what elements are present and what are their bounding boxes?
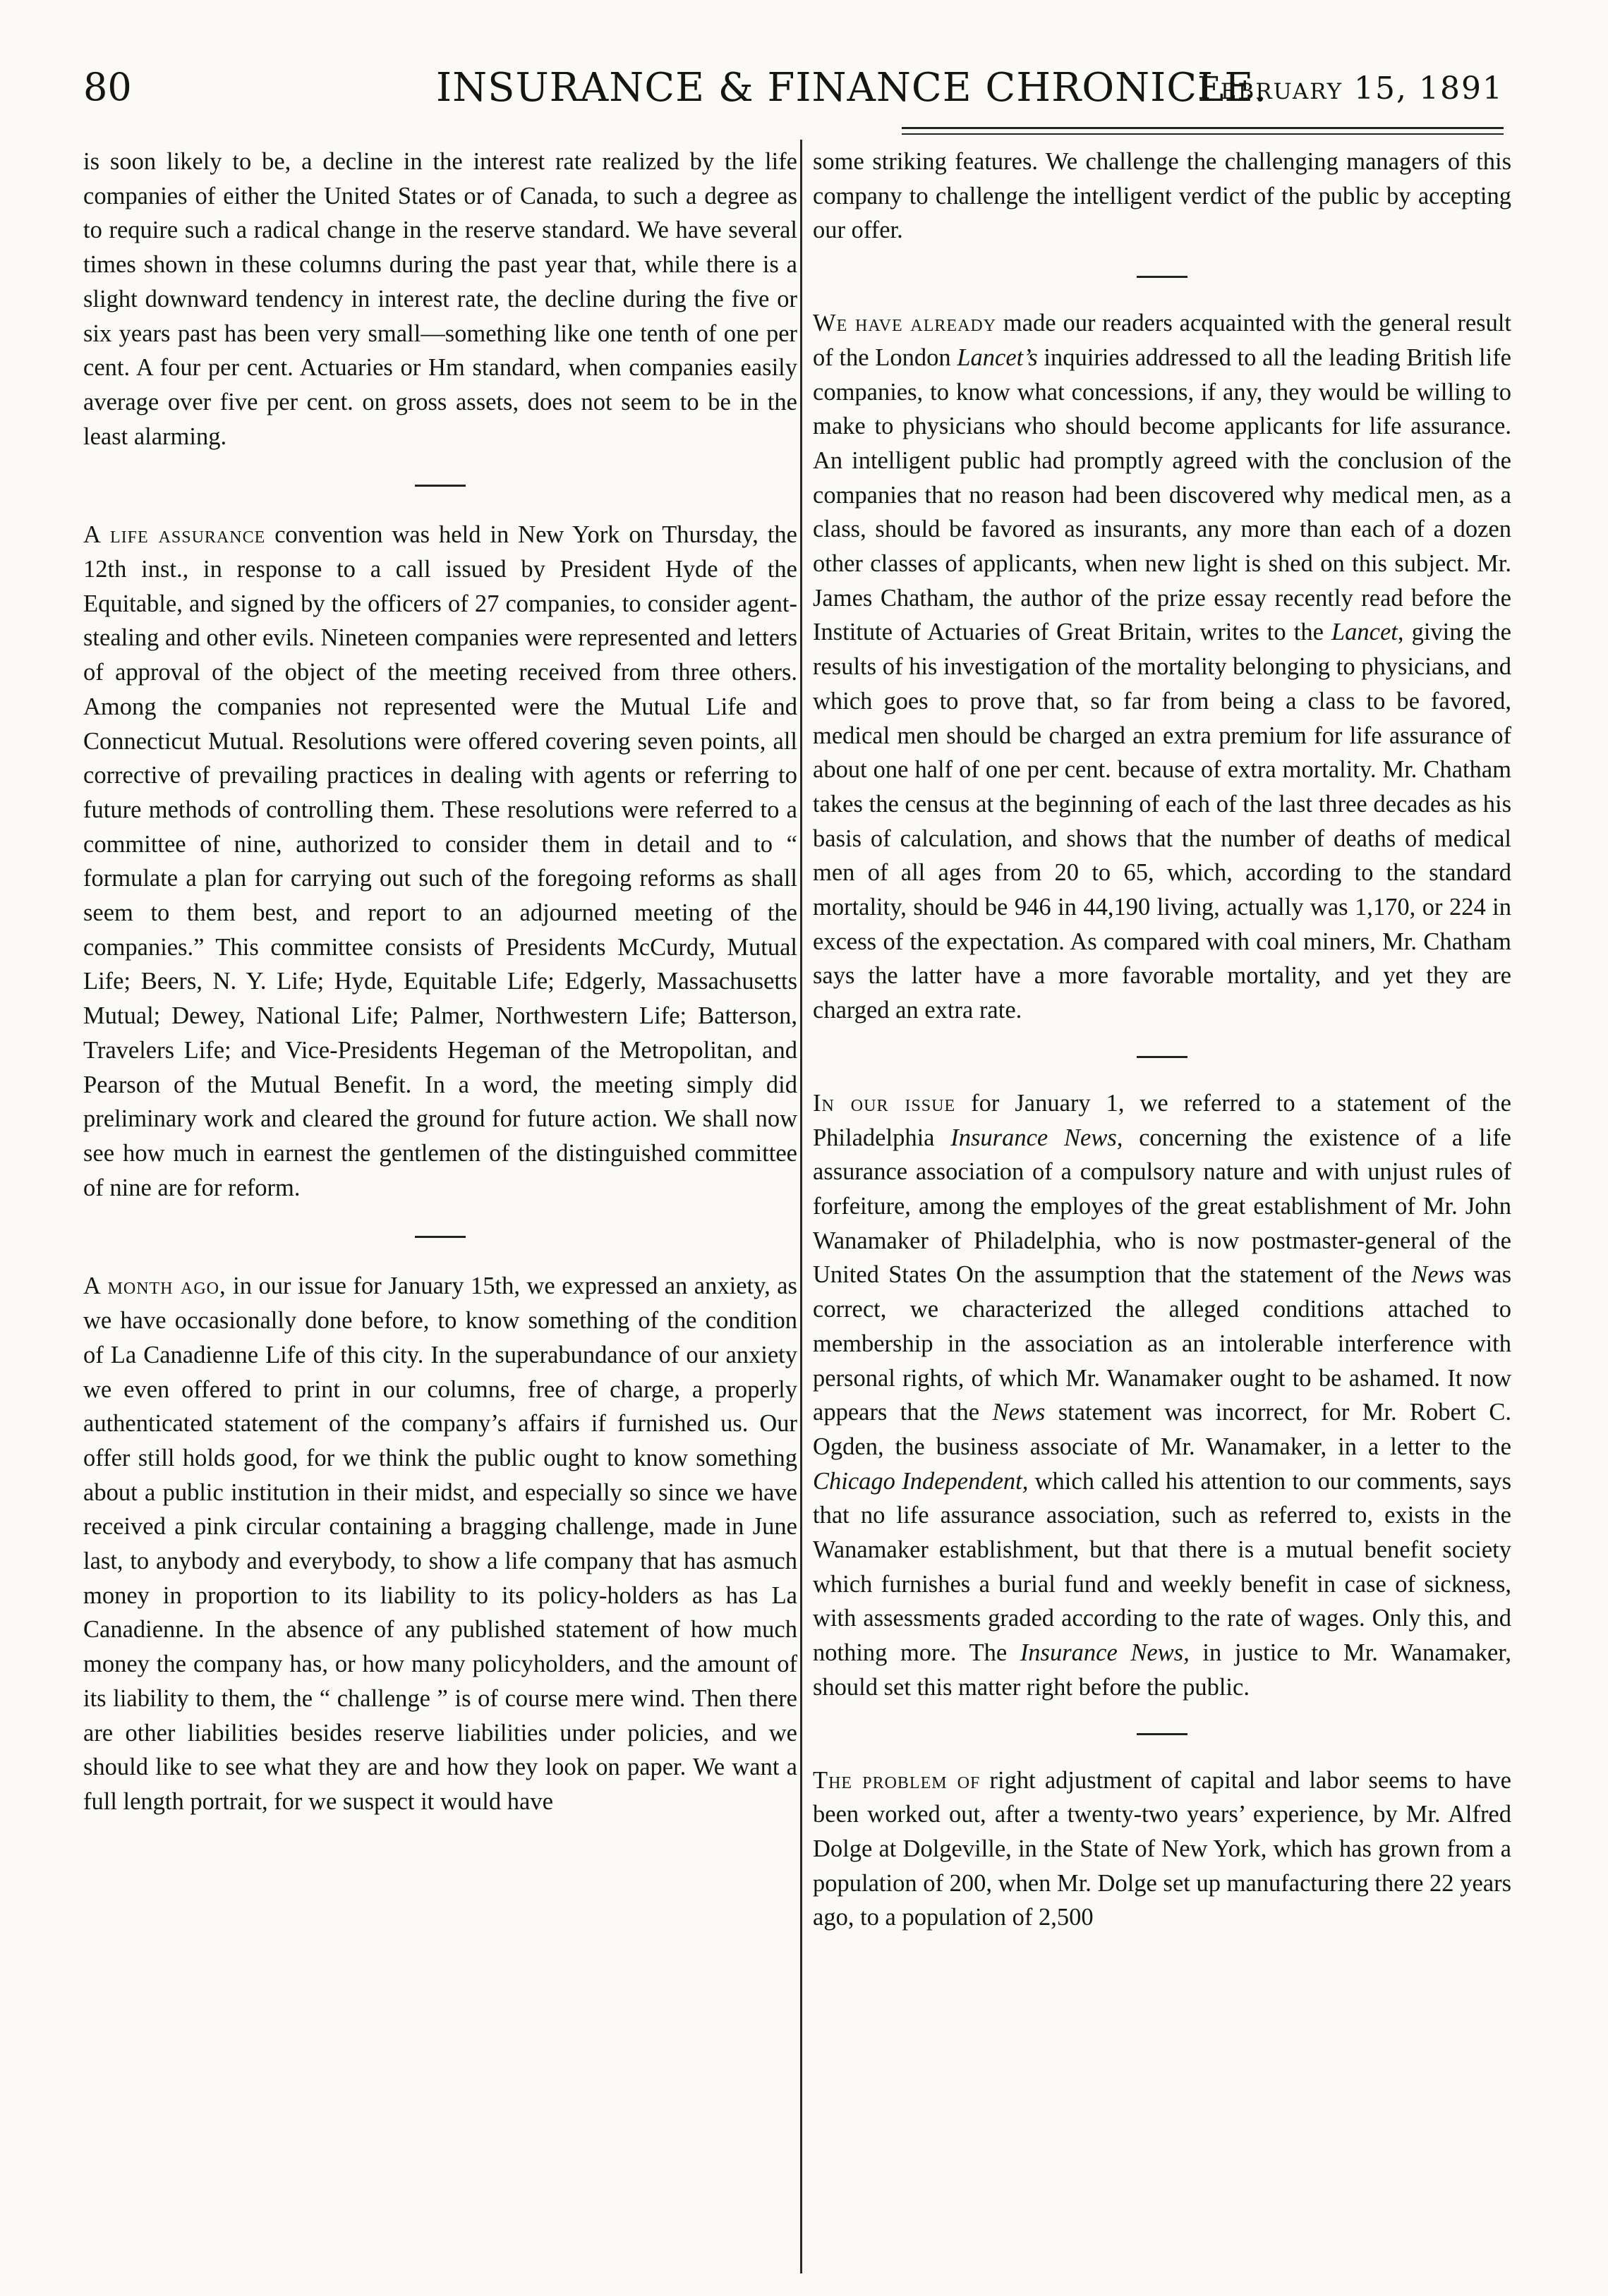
italic-title: Chicago Independent,	[813, 1467, 1029, 1495]
article-paragraph: We have already made our readers acquainted with the general result of the London Lancet’s inquiries addressed to all the leading British life companies, to know what concessions, if any, they would be willing to make to physicians who should become applicants for life assurance. An intelligent public had promptly agreed with the conclusion of the companies that no reason had been discovered why medical men, as a class, should be favored as insurants, any more than each of a dozen other classes of applicants, when new light is shed on this subject. Mr. James Chatham, the author of the prize essay recently read before the Institute of Actuaries of Great Britain, writes to the Lancet, giving the results of his investigation of the mortality belonging to physicians, and which goes to prove that, so far from being a class to be favored, medical men should be charged an extra premium for life assurance of about one half of one per cent. because of extra mortality. Mr. Chatham takes the census at the beginning of each of the last three decades as his basis of calculation, and shows that the number of deaths of medical men of all ages from 20 to 65, which, according to the standard mortality, should be 946 in 44,190 living, actually was 1,170, or 224 in excess of the expectation. As compared with coal miners, Mr. Chatham says the latter have a more favorable mortality, and yet they are charged an extra rate.	[813, 310, 1511, 1024]
page-number: 80	[83, 65, 132, 109]
section-separator	[1137, 1733, 1187, 1735]
lead-in: We have already	[813, 310, 997, 337]
italic-title: Insurance News,	[1020, 1639, 1190, 1667]
italic-title: News	[992, 1399, 1046, 1426]
lead-in: A month ago,	[83, 1272, 226, 1300]
article-paragraph: some striking features. We challenge the challenging managers of this company to challenge the intelligent verdict of the public by accepting our offer.	[813, 148, 1511, 244]
italic-title: Insurance News,	[950, 1124, 1123, 1151]
italic-title: Lancet,	[1331, 619, 1404, 646]
publication-title: INSURANCE & FINANCE CHRONICLE.	[436, 65, 1267, 111]
section-separator	[415, 1236, 466, 1238]
header-rule	[902, 133, 1504, 135]
article-paragraph: In our issue for January 1, we referred to a statement of the Philadelphia Insurance News, concerning the existence of a life assurance association of a compulsory nature and with unjust rules of forfeiture, among the employes of the great establishment of Mr. John Wanamaker of Philadelphia, who is now postmaster-general of the United States On the assumption that the statement of the News was correct, we characterized the alleged conditions attached to membership in the association as an intolerable interference with personal rights, of which Mr. Wanamaker ought to be ashamed. It now appears that the News statement was incorrect, for Mr. Robert C. Ogden, the business associate of Mr. Wanamaker, in a letter to the Chicago Independent, which called his attention to our comments, says that no life assurance association, such as referred to, exists in the Wanamaker establishment, but that there is a mutual benefit society which furnishes a burial fund and weekly benefit in case of sickness, with assessments graded according to the rate of wages. Only this, and nothing more. The Insurance News, in justice to Mr. Wanamaker, should set this matter right before the public.	[813, 1089, 1512, 1701]
article-paragraph: A life assurance convention was held in New York on Thursday, the 12th inst., in response to a call issued by President Hyde of the Equitable, and signed by the officers of 27 companies, to consider agent-stealing and other evils. Nineteen companies were represented and letters of approval of the object of the meeting received from three others. Among the companies not represented were the Mutual Life and Connecticut Mutual. Resolutions were offered covering seven points, all corrective of prevailing practices in dealing with agents or referring to future methods of controlling them. These resolutions were referred to a committee of nine, authorized to consider them in detail and to “ formulate a plan for carrying out such of the foregoing reforms as shall seem to them best, and report to an adjourned meeting of the companies.” This committee consists of Presidents McCurdy, Mutual Life; Beers, N. Y. Life; Hyde, Equitable Life; Edgerly, Massachusetts Mutual; Dewey, National Life; Palmer, Northwestern Life; Batterson, Travelers Life; and Vice-Presidents Hegeman of the Metropolitan, and Pearson of the Mutual Benefit. In a word, the meeting simply did preliminary work and cleared the ground for future action. We shall now see how much in earnest the gentlemen of the distinguished committee of nine are for reform.	[83, 521, 797, 1201]
article-paragraph: A month ago, in our issue for January 15th, we expressed an anxiety, as we have occasionally done before, to know something of the condition of La Canadienne Life of this city. In the superabundance of our anxiety we even offered to print in our columns, free of charge, a properly authenticated statement of the company’s affairs if furnished us. Our offer still holds good, for we think the public ought to know something about a public institution in their midst, and especially so since we have received a pink circular containing a bragging challenge, made in June last, to anybody and everybody, to show a life company that has asmuch money in proportion to its liability to its policy-holders as has La Canadienne. In the absence of any published statement of how much money the company has, or how many policyholders, and the amount of its liability to them, the “ challenge ” is of course mere wind. Then there are other liabilities besides reserve liabilities under policies, and we should like to see what they are and how they look on paper. We want a full length portrait, for we suspect it would have	[83, 1272, 797, 1815]
column-divider	[800, 140, 802, 2273]
italic-title: News	[1411, 1261, 1464, 1289]
lead-in: In our issue	[813, 1089, 956, 1117]
italic-title: Lancet’s	[957, 344, 1038, 371]
left-column	[83, 145, 797, 1819]
section-separator	[1137, 1056, 1187, 1058]
section-separator	[415, 485, 466, 487]
section-separator	[1137, 276, 1187, 278]
issue-date: February 15, 1891	[1197, 71, 1504, 107]
page-header	[83, 65, 1504, 133]
article-paragraph: is soon likely to be, a decline in the interest rate realized by the life companies of either the United States or of Canada, to such a degree as to require such a radical change in the reserve standard. We have several times shown in these columns during the past year that, while there is a slight downward tendency in interest rate, the decline during the five or six years past has been very small—something like one tenth of one per cent. A four per cent. Actuaries or Hm standard, when companies easily average over five per cent. on gross assets, does not seem to be in the least alarming.	[83, 148, 797, 450]
lead-in: The problem of	[813, 1766, 981, 1794]
header-rule	[902, 127, 1504, 129]
right-column	[813, 145, 1511, 1935]
lead-in: A life assurance	[83, 521, 266, 549]
article-paragraph: The problem of right adjustment of capital and labor seems to have been worked out, after a twenty-two years’ experience, by Mr. Alfred Dolge at Dolgeville, in the State of New York, which has grown from a population of 200, when Mr. Dolge set up manufacturing there 22 years ago, to a population of 2,500	[813, 1766, 1511, 1931]
